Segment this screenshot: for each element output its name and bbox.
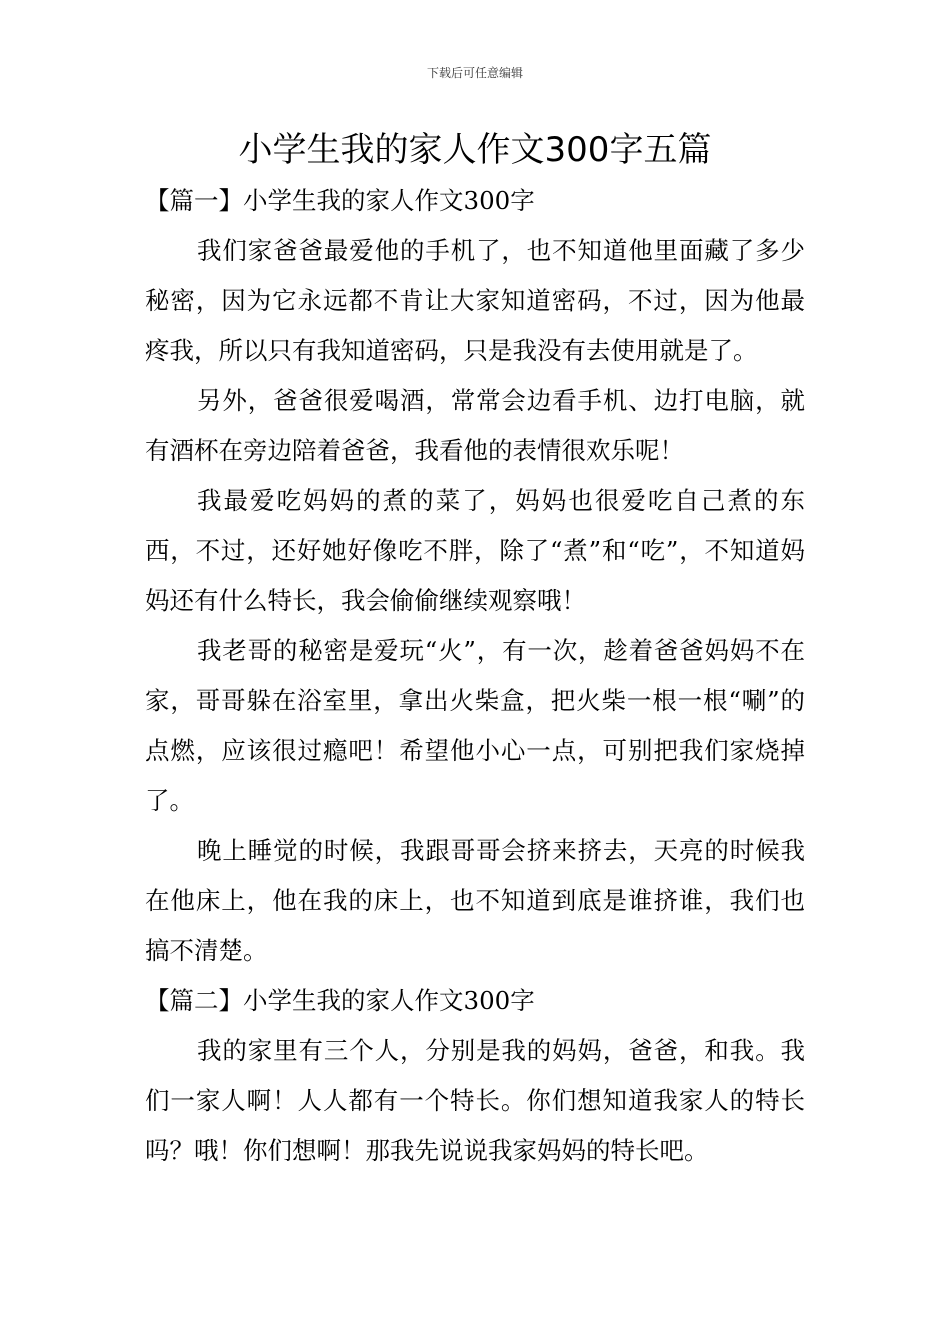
header-note: 下载后可任意编辑 [426,66,523,80]
paragraph: 我们家爸爸最爱他的手机了，也不知道他里面藏了多少秘密，因为它永远都不肯让大家知道密码，不过，因为他最疼我，所以只有我知道密码，只是我没有去使用就是了。 [145,236,805,365]
paragraph: 我老哥的秘密是爱玩“火”，有一次，趁着爸爸妈妈不在家，哥哥躲在浴室里，拿出火柴盒，把火柴一根一根“唰”的点燃，应该很过瘾吧！希望他小心一点，可别把我们家烧掉了。 [145,636,805,815]
paragraph: 我最爱吃妈妈的煮的菜了，妈妈也很爱吃自己煮的东西，不过，还好她好像吃不胖，除了“煮”和“吃”，不知道妈妈还有什么特长，我会偷偷继续观察哦！ [145,486,805,615]
section-heading-1: 【篇一】小学生我的家人作文300字 [145,186,535,215]
paragraph: 另外，爸爸很爱喝酒，常常会边看手机、边打电脑，就有酒杯在旁边陪着爸爸，我看他的表情很欢乐呢！ [145,386,805,465]
section-heading-2: 【篇二】小学生我的家人作文300字 [145,986,535,1015]
paragraph: 晚上睡觉的时候，我跟哥哥会挤来挤去，天亮的时候我在他床上，他在我的床上，也不知道到底是谁挤谁，我们也搞不清楚。 [145,836,805,965]
document-title: 小学生我的家人作文300字五篇 [238,130,712,170]
paragraph: 我的家里有三个人，分别是我的妈妈，爸爸，和我。我们一家人啊！人人都有一个特长。你们想知道我家人的特长吗？哦！你们想啊！那我先说说我家妈妈的特长吧。 [145,1036,805,1165]
document-body [145,176,805,1176]
